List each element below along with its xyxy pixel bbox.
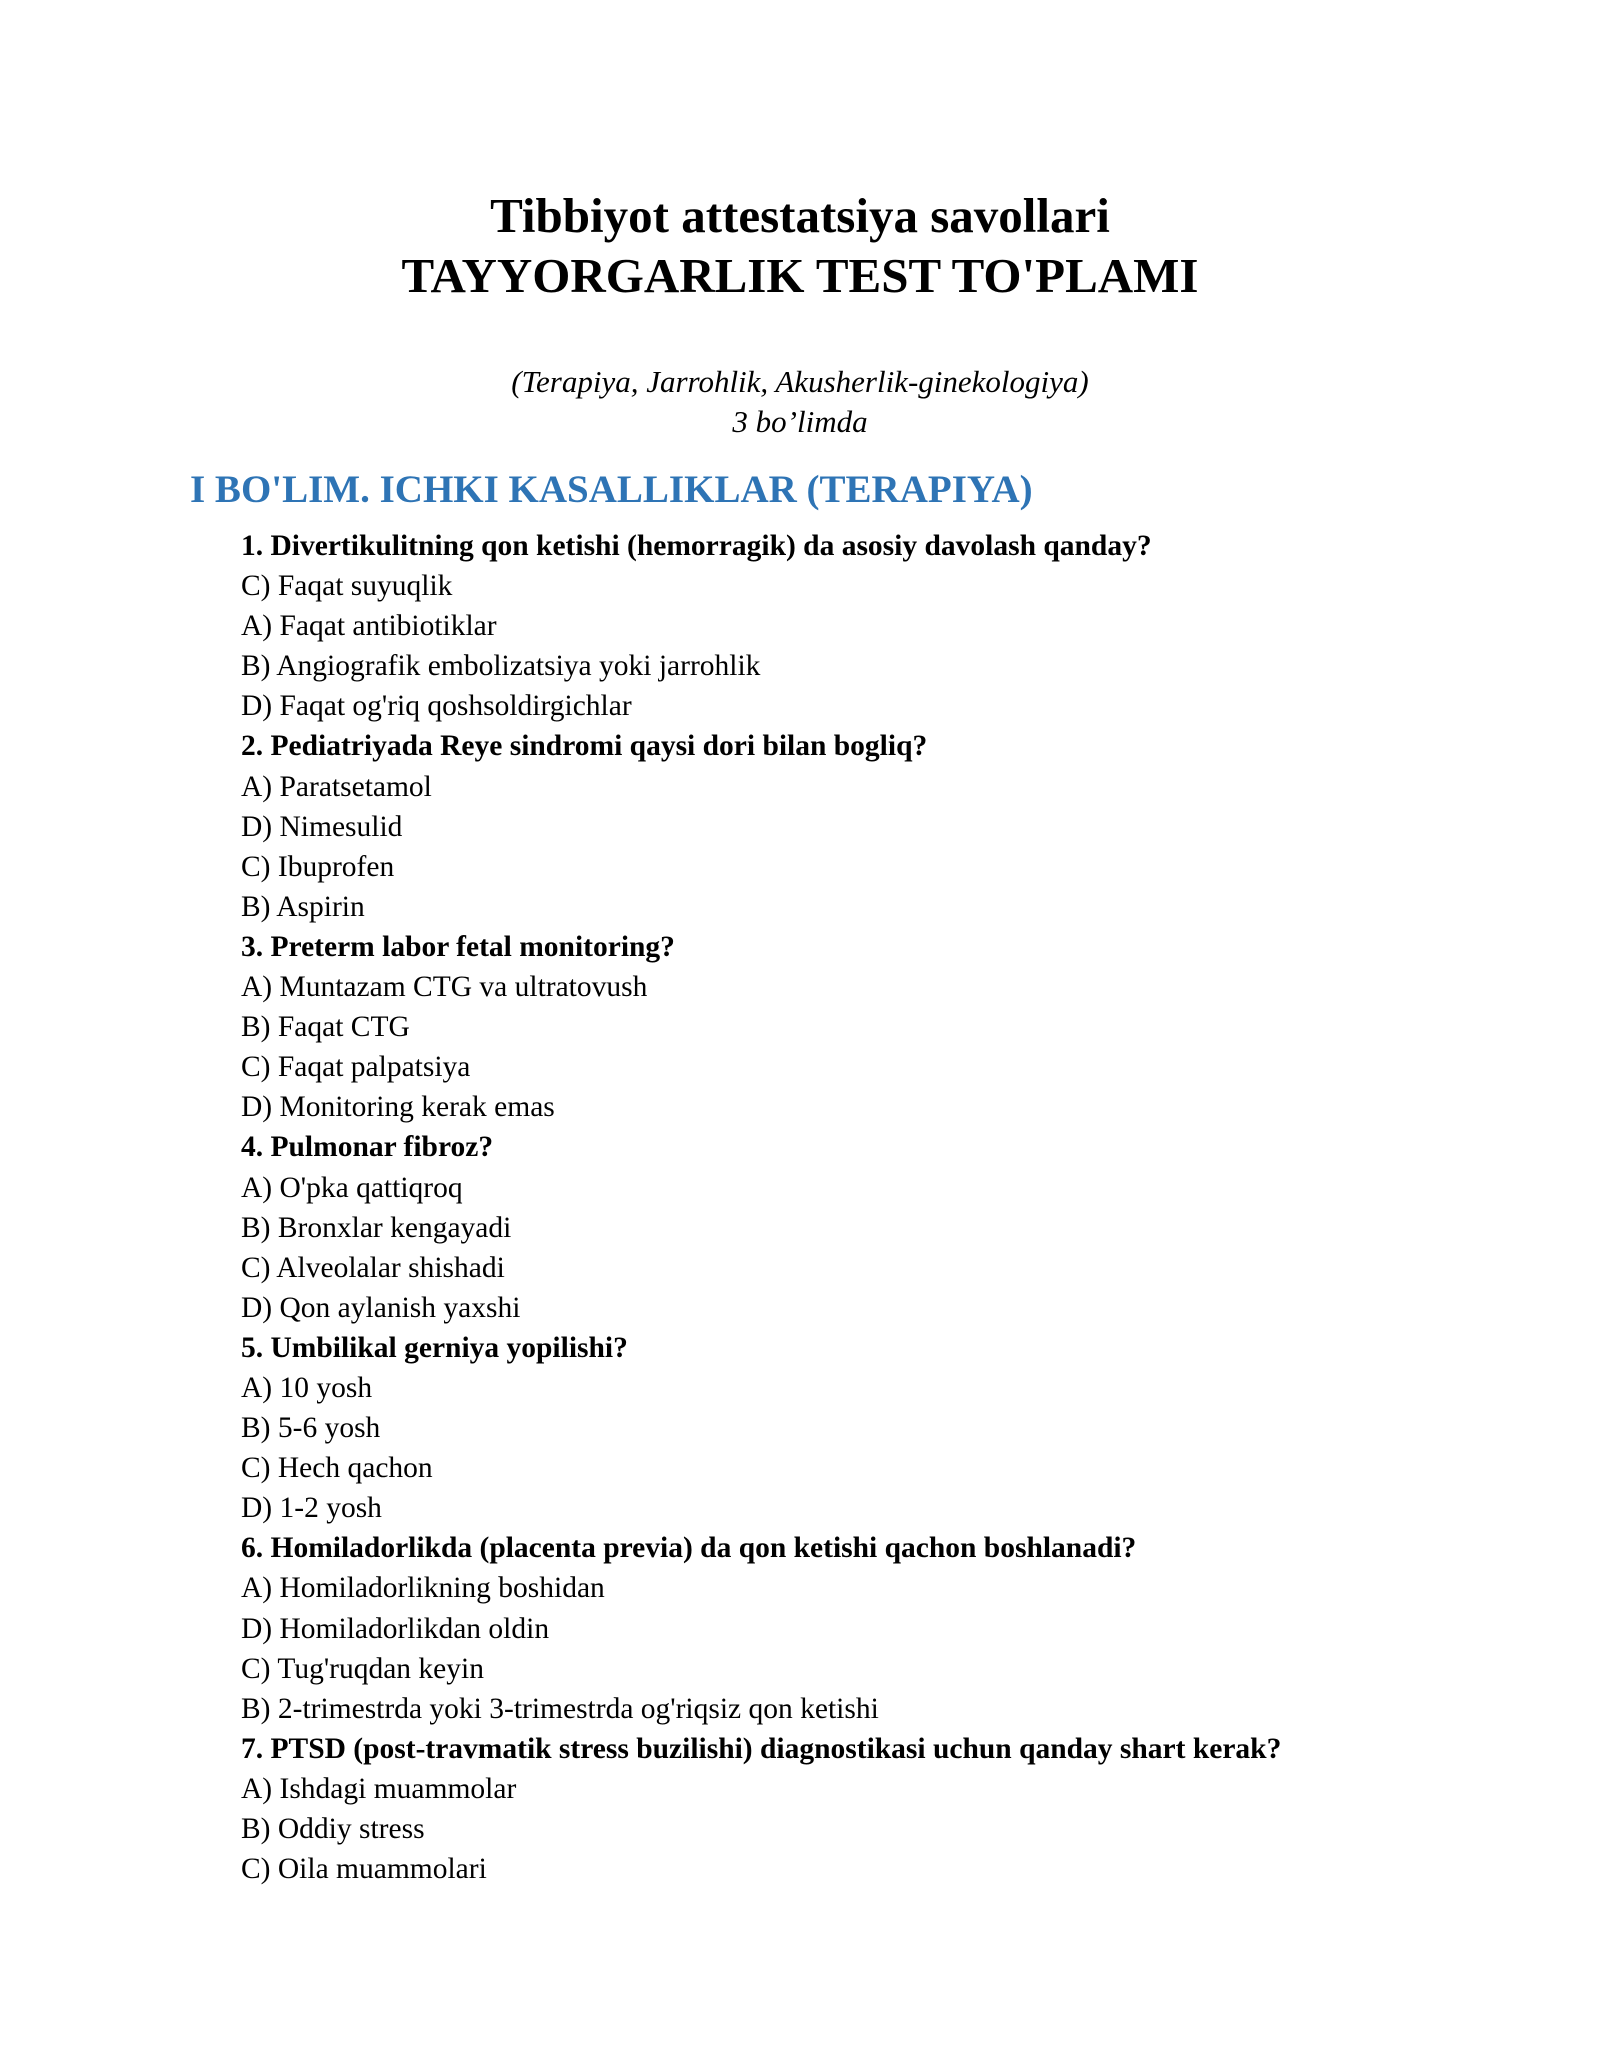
question-block — [241, 526, 1541, 726]
question-text: 7. PTSD (post-travmatik stress buzilishi) diagnostikasi uchun qanday shart kerak? — [241, 1732, 1282, 1765]
answer-option: A) Ishdagi muammolar — [241, 1772, 517, 1805]
section-heading: I BO'LIM. ICHKI KASALLIKLAR (TERAPIYA) — [190, 468, 1033, 511]
answer-option: D) Qon aylanish yaxshi — [241, 1291, 521, 1324]
question-block — [241, 726, 1541, 926]
answer-option: A) Muntazam CTG va ultratovush — [241, 971, 648, 1004]
question-block — [241, 927, 1541, 1127]
answer-option: D) Faqat og'riq qoshsoldirgichlar — [241, 690, 632, 723]
answer-option: B) Bronxlar kengayadi — [241, 1211, 512, 1244]
answer-option: B) Angiografik embolizatsiya yoki jarrohlik — [241, 650, 761, 683]
answer-option: C) Faqat suyuqlik — [241, 570, 453, 603]
document-title — [0, 186, 1600, 306]
answer-option: A) Faqat antibiotiklar — [241, 610, 497, 643]
question-block — [241, 1328, 1541, 1528]
question-text: 6. Homiladorlikda (placenta previa) da qon ketishi qachon boshlanadi? — [241, 1532, 1137, 1565]
question-text: 5. Umbilikal gerniya yopilishi? — [241, 1331, 628, 1364]
question-block — [241, 1127, 1541, 1327]
document-subtitle — [0, 362, 1600, 442]
question-block — [241, 1729, 1541, 1889]
subtitle-line-1: (Terapiya, Jarrohlik, Akusherlik-ginekologiya) — [511, 364, 1089, 399]
answer-option: D) Homiladorlikdan oldin — [241, 1612, 550, 1645]
answer-option: A) O'pka qattiqroq — [241, 1171, 463, 1204]
question-text: 2. Pediatriyada Reye sindromi qaysi dori bilan bogliq? — [241, 730, 928, 763]
answer-option: C) Faqat palpatsiya — [241, 1051, 471, 1084]
question-text: 1. Divertikulitning qon ketishi (hemorragik) da asosiy davolash qanday? — [241, 530, 1152, 562]
answer-option: A) Homiladorlikning boshidan — [241, 1572, 605, 1605]
answer-option: B) 5-6 yosh — [241, 1412, 381, 1445]
answer-option: C) Alveolalar shishadi — [241, 1251, 505, 1284]
answer-option: D) Nimesulid — [241, 810, 403, 843]
subtitle-line-2: 3 bo’limda — [732, 404, 868, 439]
answer-option: B) Aspirin — [241, 890, 365, 923]
title-line-2: TAYYORGARLIK TEST TO'PLAMI — [401, 248, 1199, 303]
answer-option: C) Hech qachon — [241, 1452, 433, 1485]
question-list — [241, 526, 1541, 1889]
answer-option: D) 1-2 yosh — [241, 1492, 382, 1525]
answer-option: A) Paratsetamol — [241, 770, 432, 803]
answer-option: B) Oddiy stress — [241, 1813, 425, 1845]
answer-option: B) Faqat CTG — [241, 1011, 410, 1044]
title-line-1: Tibbiyot attestatsiya savollari — [490, 188, 1110, 243]
question-block — [241, 1528, 1541, 1728]
answer-option: B) 2-trimestrda yoki 3-trimestrda og'riqsiz qon ketishi — [241, 1692, 879, 1725]
question-text: 4. Pulmonar fibroz? — [241, 1131, 494, 1164]
answer-option: C) Ibuprofen — [241, 850, 395, 883]
answer-option: A) 10 yosh — [241, 1371, 373, 1404]
answer-option: D) Monitoring kerak emas — [241, 1091, 555, 1124]
answer-option: C) Tug'ruqdan keyin — [241, 1652, 484, 1685]
question-text: 3. Preterm labor fetal monitoring? — [241, 930, 675, 963]
answer-option: C) Oila muammolari — [241, 1853, 487, 1886]
